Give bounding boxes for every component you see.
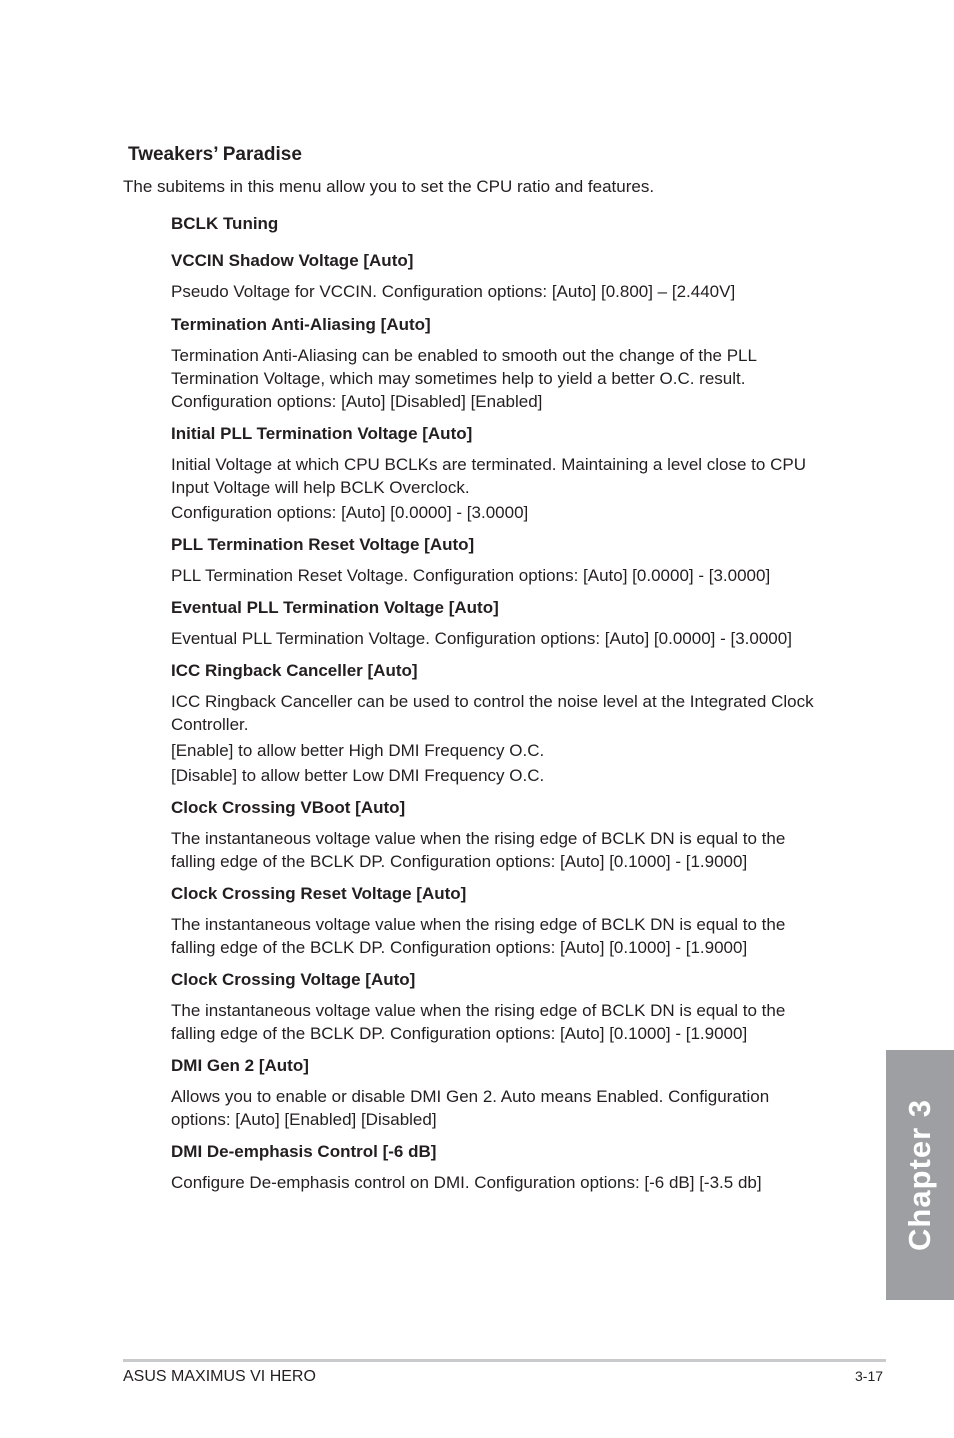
setting-heading: Clock Crossing Voltage [Auto] xyxy=(171,970,416,989)
setting-description: Eventual PLL Termination Voltage. Configuration options: [Auto] [0.0000] - [3.0000] xyxy=(171,629,792,648)
setting-heading: Clock Crossing Reset Voltage [Auto] xyxy=(171,884,467,903)
setting-heading: PLL Termination Reset Voltage [Auto] xyxy=(171,535,475,554)
page-number: 3-17 xyxy=(855,1368,884,1384)
setting-description: falling edge of the BCLK DP. Configuration options: [Auto] [0.1000] - [1.9000] xyxy=(171,1024,748,1043)
setting-heading: Eventual PLL Termination Voltage [Auto] xyxy=(171,598,499,617)
chapter-label: Chapter 3 xyxy=(902,1099,937,1251)
footer-divider xyxy=(123,1359,886,1362)
setting-description: Configuration options: [Auto] [Disabled] [Enabled] xyxy=(171,392,543,411)
setting-description: Configure De-emphasis control on DMI. Configuration options: [-6 dB] [-3.5 db] xyxy=(171,1173,762,1192)
setting-heading: DMI De-emphasis Control [-6 dB] xyxy=(171,1142,437,1161)
setting-description: Allows you to enable or disable DMI Gen 2. Auto means Enabled. Configuration xyxy=(171,1087,770,1106)
setting-item xyxy=(171,1055,851,1131)
setting-description: The instantaneous voltage value when the rising edge of BCLK DN is equal to the xyxy=(171,829,786,848)
setting-heading: Termination Anti-Aliasing [Auto] xyxy=(171,315,431,334)
setting-item xyxy=(171,250,851,303)
setting-description: Pseudo Voltage for VCCIN. Configuration options: [Auto] [0.800] – [2.440V] xyxy=(171,282,736,301)
setting-item xyxy=(171,883,851,959)
setting-description: Configuration options: [Auto] [0.0000] - [3.0000] xyxy=(171,503,529,522)
settings-list xyxy=(171,250,851,1204)
section-title: BCLK Tuning xyxy=(171,214,279,233)
setting-item xyxy=(171,423,851,524)
setting-description: PLL Termination Reset Voltage. Configuration options: [Auto] [0.0000] - [3.0000] xyxy=(171,566,771,585)
setting-heading: VCCIN Shadow Voltage [Auto] xyxy=(171,251,414,270)
setting-description: falling edge of the BCLK DP. Configuration options: [Auto] [0.1000] - [1.9000] xyxy=(171,852,748,871)
setting-item xyxy=(171,969,851,1045)
chapter-tab xyxy=(886,1050,954,1300)
setting-description: Termination Voltage, which may sometimes help to yield a better O.C. result. xyxy=(171,369,746,388)
setting-heading: DMI Gen 2 [Auto] xyxy=(171,1056,309,1075)
setting-description: options: [Auto] [Enabled] [Disabled] xyxy=(171,1110,437,1129)
page-title: Tweakers’ Paradise xyxy=(128,144,302,165)
setting-item xyxy=(171,314,851,413)
setting-heading: ICC Ringback Canceller [Auto] xyxy=(171,661,418,680)
intro-text: The subitems in this menu allow you to set the CPU ratio and features. xyxy=(123,177,655,196)
setting-description: The instantaneous voltage value when the rising edge of BCLK DN is equal to the xyxy=(171,1001,786,1020)
setting-description: [Disable] to allow better Low DMI Frequency O.C. xyxy=(171,766,545,785)
setting-item xyxy=(171,1141,851,1194)
setting-item xyxy=(171,597,851,650)
setting-heading: Initial PLL Termination Voltage [Auto] xyxy=(171,424,473,443)
setting-description: Initial Voltage at which CPU BCLKs are terminated. Maintaining a level close to CPU xyxy=(171,455,806,474)
setting-description: The instantaneous voltage value when the rising edge of BCLK DN is equal to the xyxy=(171,915,786,934)
setting-description: [Enable] to allow better High DMI Frequency O.C. xyxy=(171,741,545,760)
setting-description: Termination Anti-Aliasing can be enabled to smooth out the change of the PLL xyxy=(171,346,757,365)
setting-description: Input Voltage will help BCLK Overclock. xyxy=(171,478,470,497)
setting-item xyxy=(171,660,851,787)
footer-product-name: ASUS MAXIMUS VI HERO xyxy=(123,1368,316,1385)
setting-description: falling edge of the BCLK DP. Configuration options: [Auto] [0.1000] - [1.9000] xyxy=(171,938,748,957)
setting-heading: Clock Crossing VBoot [Auto] xyxy=(171,798,406,817)
setting-item xyxy=(171,797,851,873)
setting-item xyxy=(171,534,851,587)
setting-description: ICC Ringback Canceller can be used to control the noise level at the Integrated Clock xyxy=(171,692,814,711)
setting-description: Controller. xyxy=(171,715,249,734)
